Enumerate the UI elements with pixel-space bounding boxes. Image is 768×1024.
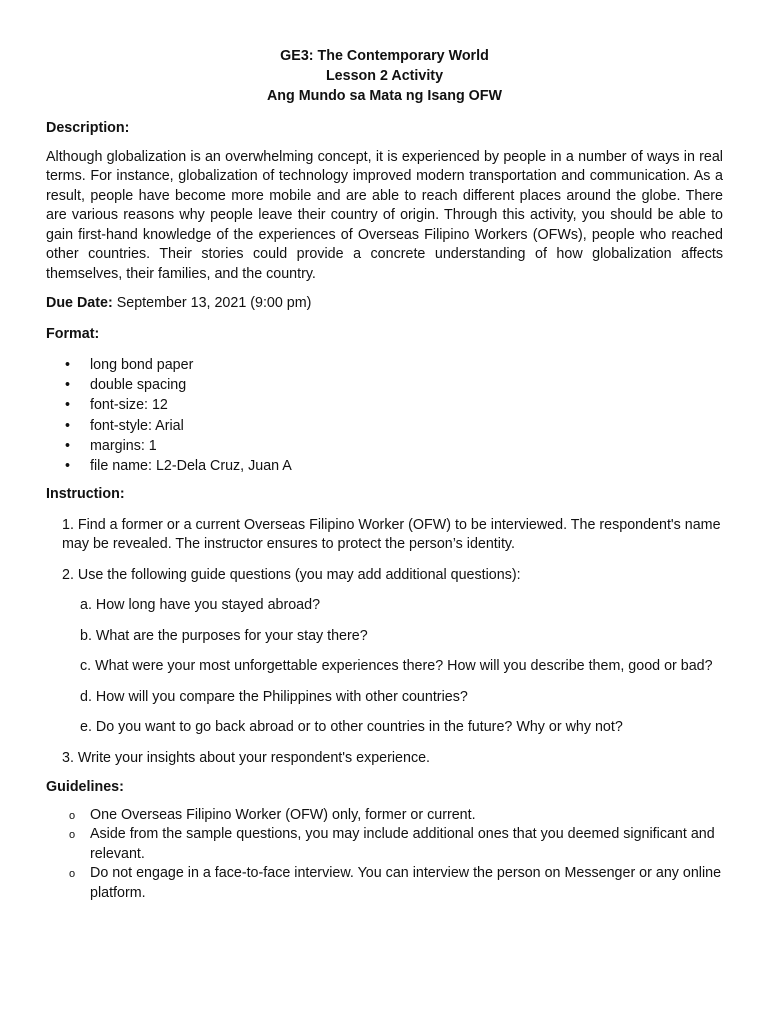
guide-question: b. What are the purposes for your stay there?	[80, 627, 368, 644]
format-item: • file name: L2-Dela Cruz, Juan A	[46, 456, 723, 476]
activity-title: Ang Mundo sa Mata ng Isang OFW	[266, 88, 503, 104]
due-date-label: Due Date:	[46, 295, 113, 311]
format-item: • long bond paper	[46, 355, 723, 375]
guidelines-heading: Guidelines:	[46, 779, 124, 796]
guideline-item: o One Overseas Filipino Worker (OFW) only, former or current.	[46, 806, 723, 826]
guidelines-list	[46, 806, 723, 904]
instruction-step-1: 1. Find a former or a current Overseas Filipino Worker (OFW) to be interviewed. The respondent's name may be revealed. The instructor ensures to protect the person’s identity.	[62, 516, 721, 553]
format-item: • double spacing	[46, 375, 723, 395]
guide-question: c. What were your most unforgettable experiences there? How will you describe them, good or bad?	[80, 658, 713, 675]
guide-question: a. How long have you stayed abroad?	[80, 597, 321, 614]
due-date	[46, 294, 723, 314]
lesson-title: Lesson 2 Activity	[325, 68, 444, 84]
format-item: • font-style: Arial	[46, 416, 723, 436]
instruction-heading: Instruction:	[46, 486, 125, 503]
format-list	[46, 355, 723, 476]
description-heading: Description:	[46, 120, 130, 136]
format-item: • font-size: 12	[46, 395, 723, 415]
format-item: • margins: 1	[46, 436, 723, 456]
guide-question: e. Do you want to go back abroad or to other countries in the future? Why or why not?	[80, 719, 623, 736]
description-text: Although globalization is an overwhelming concept, it is experienced by people in a number of ways in real terms. For instance, globalization of technology improved modern transportation and communication. As a result, people have become more mobile and are able to reach different places around the globe. There are various reasons why people leave their country of origin. Through this activity, you should be able to gain first-hand knowledge of the experiences of Overseas Filipino Workers (OFWs), people who reached other countries. Their stories could provide a concrete understanding of how globalization affects themselves, their families, and the country.	[46, 148, 723, 282]
guideline-item: o Aside from the sample questions, you may include additional ones that you deemed significant and relevant.	[46, 825, 723, 864]
instruction-step-3: 3. Write your insights about your respondent's experience.	[62, 749, 431, 766]
due-date-value: September 13, 2021 (9:00 pm)	[116, 295, 312, 311]
guideline-item: o Do not engage in a face-to-face interview. You can interview the person on Messenger or any online platform.	[46, 864, 723, 903]
guide-question: d. How will you compare the Philippines with other countries?	[80, 688, 468, 705]
course-title: GE3: The Contemporary World	[280, 48, 489, 64]
format-heading: Format:	[46, 325, 100, 342]
instruction-step-2: 2. Use the following guide questions (you may add additional questions):	[62, 566, 521, 583]
document-header	[46, 46, 723, 106]
